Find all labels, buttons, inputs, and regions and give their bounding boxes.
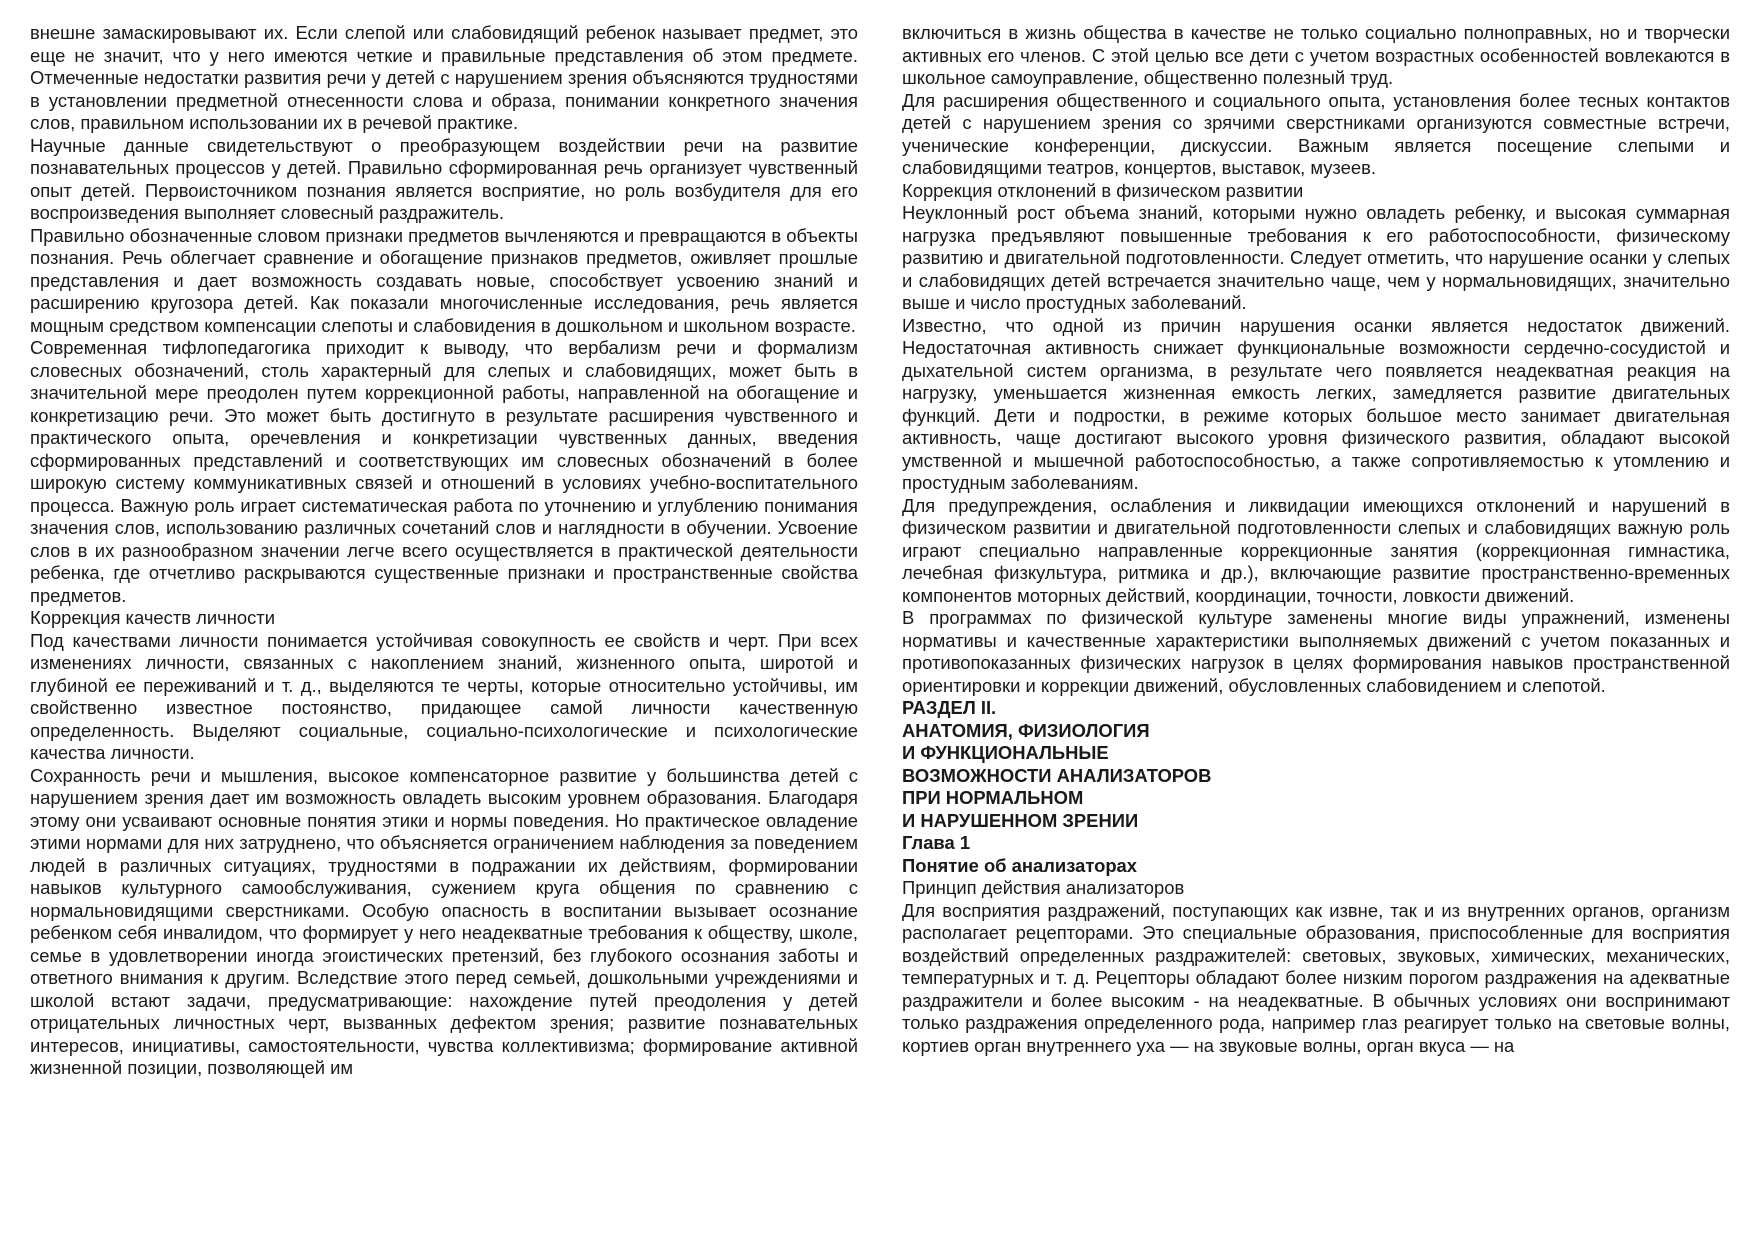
chapter-label: Глава 1: [902, 832, 971, 853]
paragraph: Для расширения общественного и социального опыта, установления более тесных контактов детей с нарушением зрения со зрячими сверстниками организуются совместные встречи, ученические конференции, дискуссии. Важным является посещение слепыми и слабовидящими театров, концертов, выставок, музеев.: [902, 89, 1730, 178]
section-label: РАЗДЕЛ II.: [902, 697, 997, 718]
section-title-line: ВОЗМОЖНОСТИ АНАЛИЗАТОРОВ: [902, 764, 1212, 786]
left-column: [30, 22, 858, 1227]
paragraph: Для восприятия раздражений, поступающих как извне, так и из внутренних органов, организм располагает рецепторами. Это специальные образования, приспособленные для восприятия воздействий определенных раздражителей: световых, звуковых, химических, механических, температурных и т. д. Рецепторы обладают более низким порогом раздражения на адекватные раздражители и более высоким - на неадекватные. В обычных условиях они воспринимают только раздражения определенного рода, например глаз реагирует только на световые волны, кортиев орган внутреннего уха — на звуковые волны, орган вкуса — на: [902, 899, 1730, 1056]
subsection-title: Принцип действия анализаторов: [902, 877, 1185, 898]
paragraph: Для предупреждения, ослабления и ликвидации имеющихся отклонений и нарушений в физическом развитии и двигательной подготовленности слепых и слабовидящих важную роль играют специально направленные коррекционные занятия (коррекционная гимнастика, лечебная физкультура, ритмика и др.), включающие развитие пространственно-временных компонентов моторных действий, координации, точности, ловкости движений.: [902, 494, 1730, 606]
paragraph: Сохранность речи и мышления, высокое компенсаторное развитие у большинства детей с нарушением зрения дает им возможность овладеть высоким уровнем образования. Благодаря этому они усваивают основные понятия этики и нормы поведения. Но практическое овладение этими нормами для них затруднено, что объясняется ограничением наблюдения за поведением людей в различных ситуациях, трудностями в подражании их действиям, формировании навыков культурного самообслуживания, сужением круга общения по сравнению с нормальновидящими сверстниками. Особую опасность в воспитании вызывает осознание ребенком себя инвалидом, что формирует у него неадекватные требования к обществу, школе, семье в удовлетворении иногда эгоистических претензий, без глубокого осознания заботы и ответного внимания к другим. Вследствие этого перед семьей, дошкольными учреждениями и школой встают задачи, предусматривающие: нахождение путей преодоления у детей отрицательных личностных черт, вызванных дефектом зрения; развитие познавательных интересов, инициативы, самостоятельности, чувства коллективизма; формирование активной жизненной позиции, позволяющей им: [30, 764, 858, 1078]
paragraph: Правильно обозначенные словом признаки предметов вычленяются и превращаются в объекты познания. Речь облегчает сравнение и обогащение признаков предметов, оживляет прошлые представления и дает возможность создавать новые, способствует усвоению знаний и расширению кругозора детей. Как показали многочисленные исследования, речь является мощным средством компенсации слепоты и слабовидения в дошкольном и школьном возрасте.: [30, 224, 858, 336]
paragraph: Современная тифлопедагогика приходит к выводу, что вербализм речи и формализм словесных обозначений, столь характерный для слепых и слабовидящих, может быть в значительной мере преодолен путем коррекционной работы, направленной на обогащение и конкретизацию речи. Это может быть достигнуто в результате расширения чувственного и практического опыта, оречевления и конкретизации чувственных данных, введения сформированных представлений и соответствующих им словесных обозначений в более широкую систему коммуникативных связей и отношений в условиях учебно-воспитательного процесса. Важную роль играет систематическая работа по уточнению и углублению понимания значения слов, использованию различных сочетаний слов и наглядности в обучении. Усвоение слов в их разнообразном значении легче всего осуществляется в практической деятельности ребенка, где отчетливо раскрываются существенные признаки и пространственные свойства предметов.: [30, 337, 858, 606]
section-title-line: АНАТОМИЯ, ФИЗИОЛОГИЯ: [902, 719, 1150, 741]
paragraph: Под качествами личности понимается устойчивая совокупность ее свойств и черт. При всех изменениях личности, связанных с накоплением знаний, жизненного опыта, широтой и глубиной ее переживаний и т. д., выделяются те черты, которые относительно устойчивы, им свойственно известное постоянство, придающее самой личности качественную определенность. Выделяют социальные, социально-психологические и психологические качества личности.: [30, 629, 858, 763]
right-column: [902, 22, 1730, 1227]
paragraph: Научные данные свидетельствуют о преобразующем воздействии речи на развитие познавательных процессов у детей. Правильно сформированная речь организует чувственный опыт детей. Первоисточником познания является восприятие, но роль возбудителя для его воспроизведения выполняет словесный раздражитель.: [30, 134, 858, 223]
subheading-personality-correction: Коррекция качеств личности: [30, 607, 275, 628]
subheading-physical-development: Коррекция отклонений в физическом развитии: [902, 179, 1304, 201]
paragraph: В программах по физической культуре заменены многие виды упражнений, изменены нормативы и качественные характеристики выполняемых движений с учетом показанных и противопоказанных физических нагрузок в целях формирования навыков пространственной ориентировки и коррекции движений, обусловленных слабовидением и слепотой.: [902, 607, 1730, 696]
section-title-line: И ФУНКЦИОНАЛЬНЫЕ: [902, 742, 1109, 763]
paragraph: Известно, что одной из причин нарушения осанки является недостаток движений. Недостаточная активность снижает функциональные возможности сердечно-сосудистой и дыхательной систем организма, в результате чего появляется неадекватная реакция на нагрузку, уменьшается жизненная емкость легких, замедляется развитие двигательных функций. Дети и подростки, в режиме которых большое место занимает двигательная активность, чаще достигают высокого уровня физического развития, обладают высокой умственной и мышечной работоспособностью, а также сопротивляемостью к утомлению и простудным заболеваниям.: [902, 314, 1730, 493]
section-title-line: ПРИ НОРМАЛЬНОМ: [902, 787, 1084, 808]
paragraph: Неуклонный рост объема знаний, которыми нужно овладеть ребенку, и высокая суммарная нагрузка предъявляют повышенные требования к его работоспособности, физическому развитию и двигательной подготовленности. Следует отметить, что нарушение осанки у слепых и слабовидящих детей встречается значительно чаще, чем у нормальновидящих, значительно выше и число простудных заболеваний.: [902, 202, 1730, 313]
section-title-line: И НАРУШЕННОМ ЗРЕНИИ: [902, 809, 1139, 831]
chapter-title: Понятие об анализаторах: [902, 854, 1138, 876]
paragraph: включиться в жизнь общества в качестве не только социально полноправных, но и творчески активных его членов. С этой целью все дети с учетом возрастных особенностей вовлекаются в школьное самоуправление, общественно полезный труд.: [902, 22, 1730, 88]
paragraph: внешне замаскировывают их. Если слепой или слабовидящий ребенок называет предмет, это еще не значит, что у него имеются четкие и правильные представления об этом предмете. Отмеченные недостатки развития речи у детей с нарушением зрения объясняются трудностями в установлении предметной отнесенности слова и образа, понимании конкретного значения слов, правильном использовании их в речевой практике.: [30, 22, 858, 133]
